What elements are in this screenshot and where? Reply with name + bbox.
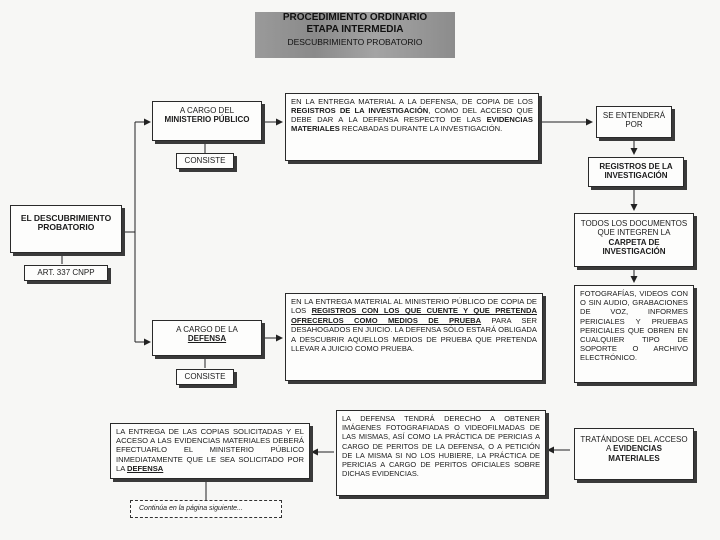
- node-fotografias: [574, 285, 694, 383]
- node-defensa-label: A CARGO DE LA: [176, 325, 238, 334]
- node-entrega-defensa: [285, 293, 543, 381]
- entrega-mp-b2: EVIDENCIAS MATERIALES: [291, 115, 533, 133]
- entrega-defensa-b1: REGISTROS CON LOS QUE CUENTE Y QUE PRETENDA OFRECERLOS COMO MEDIOS DE PRUEBA: [291, 306, 537, 325]
- node-articulo: [24, 265, 108, 281]
- entrega-copias-t1: LA ENTREGA DE LAS COPIAS SOLICITADAS Y EL ACCESO A LAS EVIDENCIAS MATERIALES DEBERÁ EFECTUARLO EL MINISTERIO PÚBLICO INMEDIATAMENTE QUE LE SEA SOLICITADO POR LA: [116, 427, 304, 473]
- node-defensa-name: DEFENSA: [187, 334, 227, 344]
- node-ministerio-name: MINISTERIO PÚBLICO: [164, 115, 250, 125]
- node-entrega-mp: [285, 93, 539, 161]
- node-se-entendera-text: SE ENTENDERÁ POR: [602, 111, 666, 130]
- entrega-mp-t2: , COMO DEL ACCESO QUE DEBE DAR A LA DEFENSA RESPECTO DE LAS: [291, 106, 533, 124]
- node-ministerio: [152, 101, 262, 141]
- entrega-copias-b1: DEFENSA: [126, 463, 164, 473]
- node-consiste-1-text: CONSISTE: [184, 156, 226, 165]
- node-derecho: [336, 410, 546, 496]
- node-consiste-2-text: CONSISTE: [184, 372, 226, 381]
- node-registros-text: REGISTROS DE LA INVESTIGACIÓN: [599, 162, 673, 181]
- node-fotografias-text: FOTOGRAFÍAS, VIDEOS CON O SIN AUDIO, GRABACIONES DE VOZ, INFORMES PERICIALES Y PRUEBAS PERICIALES QUE OBREN EN CUALQUIER TIPO DE SOPORTE O ARCHIVO ELECTRÓNICO.: [580, 289, 688, 363]
- node-documentos: [574, 213, 694, 267]
- node-consiste-1: [176, 153, 234, 169]
- node-entrega-copias: [110, 423, 310, 479]
- node-descubrimiento-text: EL DESCUBRIMIENTO PROBATORIO: [20, 213, 112, 233]
- documentos-b1: CARPETA DE INVESTIGACIÓN: [602, 237, 666, 257]
- entrega-defensa-t2: PARA SER DESAHOGADOS EN JUICIO. LA DEFENSA SÓLO ESTARÁ OBLIGADA A DESCUBRIR AQUELLOS MEDIOS DE PRUEBA QUE PRETENDA LLEVAR A JUICIO COMO PRUEBA.: [291, 315, 538, 354]
- node-articulo-text: ART. 337 CNPP: [37, 268, 95, 277]
- node-defensa: [152, 320, 262, 356]
- node-registros: [588, 157, 684, 187]
- continue-note-text: Continúa en la página siguiente...: [139, 505, 243, 512]
- documentos-t1: TODOS LOS DOCUMENTOS QUE INTEGREN LA: [580, 219, 688, 238]
- tratandose-t1: TRATÁNDOSE DEL ACCESO A: [580, 435, 688, 454]
- title-line-2: ETAPA INTERMEDIA: [306, 24, 404, 35]
- entrega-mp-t1: EN LA ENTREGA MATERIAL A LA DEFENSA, DE COPIA DE LOS: [291, 97, 533, 106]
- title-line-1: PROCEDIMIENTO ORDINARIO: [282, 12, 428, 23]
- continue-note: [130, 500, 282, 518]
- entrega-mp-b1: REGISTROS DE LA INVESTIGACIÓN: [291, 106, 429, 115]
- tratandose-b1: EVIDENCIAS MATERIALES: [608, 444, 663, 463]
- node-se-entendera: [596, 106, 672, 138]
- node-tratandose: [574, 428, 694, 480]
- title-line-3: DESCUBRIMIENTO PROBATORIO: [287, 37, 423, 47]
- node-consiste-2: [176, 369, 234, 385]
- title-block: [255, 12, 455, 58]
- node-derecho-text: LA DEFENSA TENDRÁ DERECHO A OBTENER IMÁGENES FOTOGRAFIADAS O VIDEOFILMADAS DE LAS MISMAS, ASÍ COMO LA PRÁCTICA DE PERICIAS A CARGO DE PERITOS DE LA DEFENSA, O A PETICIÓN DE LA MISMA SI NO LOS HUBIERE, LA PRÁCTICA DE PERICIAS A CARGO DE PERITOS OFICIALES SOBRE DICHAS EVIDENCIAS.: [342, 414, 540, 479]
- node-ministerio-label: A CARGO DEL: [179, 106, 235, 115]
- entrega-defensa-t1: EN LA ENTREGA MATERIAL AL MINISTERIO PÚBLICO DE COPIA DE LOS: [291, 297, 537, 316]
- node-descubrimiento: [10, 205, 122, 253]
- entrega-mp-t3: RECABADAS DURANTE LA INVESTIGACIÓN.: [339, 124, 503, 133]
